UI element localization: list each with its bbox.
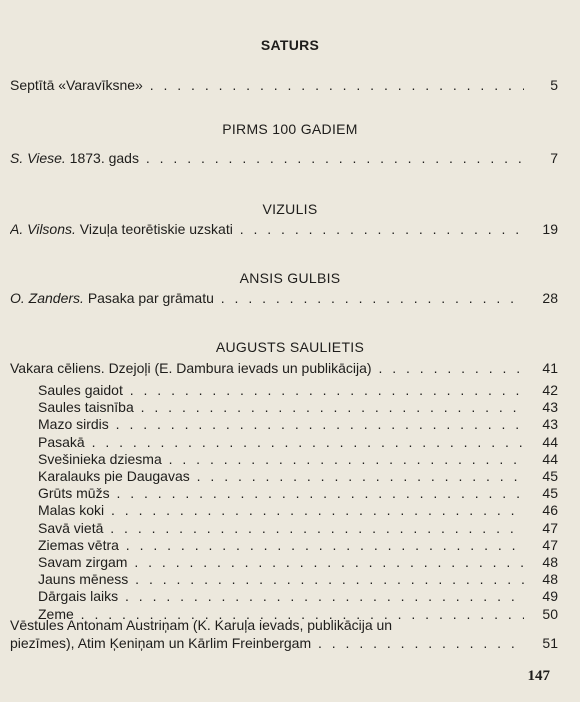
poem-entry <box>38 537 558 553</box>
poem-page: 43 <box>542 416 558 433</box>
poem-entry <box>38 451 558 467</box>
poem-entry <box>38 588 558 604</box>
toc-entry-author: A. Vilsons. <box>10 221 76 237</box>
poem-title: Jauns mēness . . . <box>38 571 524 587</box>
poem-title: Dārgais laiks . . . <box>38 588 524 604</box>
letters-entry-line1: Vēstules Antonam Austriņam (K. Karuļa ievads, publikācija un <box>10 617 393 633</box>
poem-page: 47 <box>542 519 558 536</box>
poem-title: Mazo sirdis . . . <box>38 416 524 432</box>
toc-entry-page: 19 <box>542 221 558 237</box>
poem-page: 48 <box>542 554 558 570</box>
toc-entry-page: 41 <box>542 360 558 376</box>
poem-entry <box>38 434 558 450</box>
toc-entry-page: 7 <box>550 150 558 166</box>
toc-entry <box>10 150 558 166</box>
toc-entry-text: 1873. gads <box>69 150 139 166</box>
page-number: 147 <box>527 668 550 684</box>
toc-entry-title <box>10 290 524 306</box>
poem-title: Savam zirgam . . . <box>38 554 524 570</box>
toc-entry <box>10 635 558 651</box>
toc-entry-text: Vizuļa teorētiskie uzskati <box>79 221 233 237</box>
toc-entry-page: 5 <box>550 77 558 93</box>
poem-title: Svešinieka dziesma . . . <box>38 451 524 467</box>
poem-page: 42 <box>542 382 558 398</box>
poem-title: Zeme . . . <box>38 606 524 622</box>
poem-title: Grūts mūžs . . . <box>38 485 524 501</box>
toc-entry-author: O. Zanders. <box>10 290 84 306</box>
poem-page: 49 <box>542 588 558 605</box>
poem-page: 45 <box>542 485 558 502</box>
poem-entry <box>38 520 558 536</box>
poem-page: 45 <box>542 468 558 484</box>
poem-entry <box>38 416 558 432</box>
toc-entry-page: 51 <box>542 635 558 651</box>
poem-title: Karalauks pie Daugavas . . . <box>38 468 524 484</box>
toc-entry-title: Septītā «Varavīksne» . . . <box>10 77 524 93</box>
section-heading: VIZULIS <box>262 201 318 217</box>
toc-entry <box>10 290 558 306</box>
poem-title: Savā vietā . . . <box>38 520 524 536</box>
poem-page: 44 <box>542 433 558 450</box>
poem-page: 50 <box>542 605 558 622</box>
poem-entry <box>38 399 558 415</box>
section-heading: AUGUSTS SAULIETIS <box>215 339 365 355</box>
toc-entry-author: S. Viese. <box>10 150 66 166</box>
toc-entry <box>10 360 558 376</box>
section-heading: PIRMS 100 GADIEM <box>222 121 358 137</box>
toc-entry-title: Vakara cēliens. Dzejoļi (E. Dambura ievads un publikācija) . . . <box>10 360 524 376</box>
toc-entry-title <box>10 150 524 166</box>
page-title: SATURS <box>260 37 320 53</box>
toc-entry <box>10 77 558 93</box>
toc-entry-text: Pasaka par grāmatu <box>87 290 214 306</box>
section-heading: ANSIS GULBIS <box>239 270 341 286</box>
poem-page: 44 <box>542 450 558 467</box>
toc-entry-page: 28 <box>542 290 558 306</box>
poem-title: Saules gaidot . . . <box>38 382 524 398</box>
toc-entry <box>10 221 558 237</box>
poem-entry <box>38 571 558 587</box>
poem-entry <box>38 468 558 484</box>
poem-entry <box>38 554 558 570</box>
poem-page: 47 <box>542 536 558 553</box>
poem-title: Saules taisnība . . . <box>38 399 524 415</box>
poem-entry <box>38 502 558 518</box>
poem-page: 46 <box>542 502 558 519</box>
poem-page: 43 <box>542 399 558 416</box>
poem-title: Malas koki . . . <box>38 502 524 518</box>
poem-entry <box>38 382 558 398</box>
poem-title: Pasakā . . . <box>38 434 524 450</box>
poem-page: 48 <box>542 571 558 588</box>
letters-entry-line2: piezīmes), Atim Ķeniņam un Kārlim Freinbergam . . . <box>10 635 524 651</box>
poem-title: Ziemas vētra . . . <box>38 537 524 553</box>
poem-entry <box>38 485 558 501</box>
toc-entry-title <box>10 221 524 237</box>
